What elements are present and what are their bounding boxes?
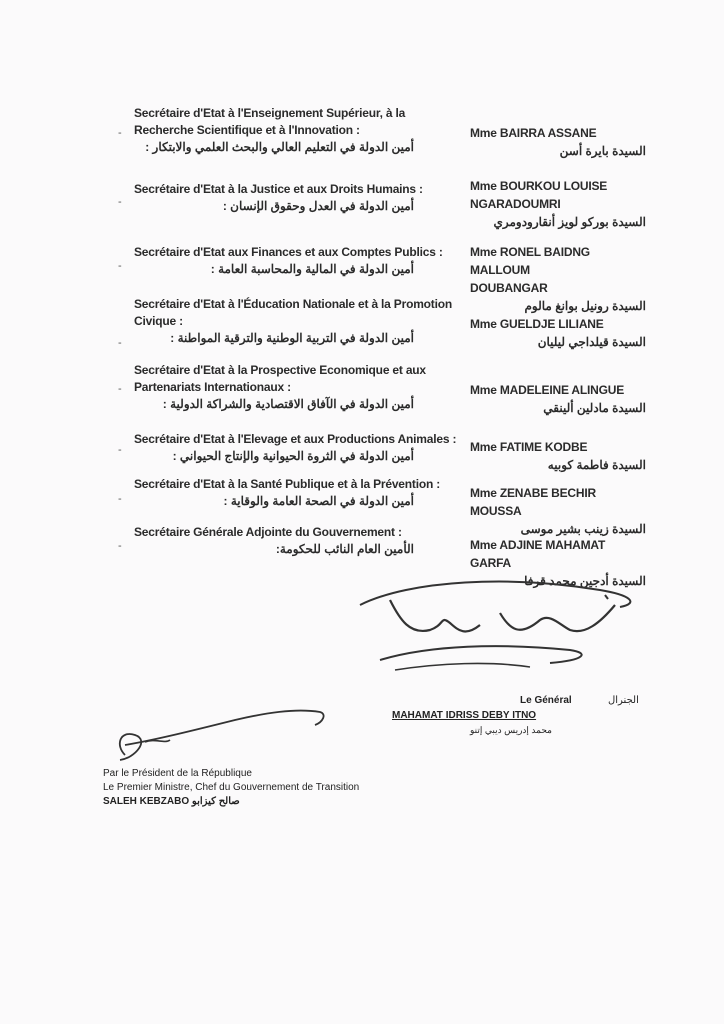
president-name: MAHAMAT IDRISS DEBY ITNO	[392, 710, 537, 721]
bullet-dash: -	[118, 196, 122, 208]
person-name: Mme GUELDJE LILIANE	[470, 317, 604, 331]
title-fr-line: Secrétaire Générale Adjointe du Gouvernement :	[134, 525, 402, 539]
title-fr-line: Secrétaire d'Etat à la Santé Publique et à la Prévention :	[134, 477, 441, 491]
title-ar-line: أمين الدولة في التعليم العالي والبحث العلمي والابتكار :	[145, 140, 414, 154]
title-fr-line: Secrétaire d'Etat à l'Éducation Nationale et à la Promotion	[134, 297, 452, 311]
bullet-dash: -	[118, 260, 122, 272]
title-fr-line: Secrétaire d'Etat à l'Elevage et aux Productions Animales :	[134, 432, 457, 446]
title-ar-line: أمين الدولة في الصحة العامة والوقاية :	[223, 494, 414, 508]
person-name-ar: السيدة أدجين محمد قرفا	[524, 574, 646, 588]
minister-name-entry	[470, 315, 646, 351]
title-fr-line: Partenariats Internationaux :	[134, 380, 291, 394]
pm-name: SALEH KEBZABO	[103, 796, 190, 807]
minister-title-entry	[134, 105, 414, 156]
title-ar-line: أمين الدولة في المالية والمحاسبة العامة :	[210, 262, 414, 276]
bullet-dash: -	[118, 493, 122, 505]
minister-title-entry	[134, 244, 443, 278]
minister-title-entry	[134, 362, 426, 413]
minister-name-entry	[470, 381, 646, 417]
pm-name-line	[103, 795, 359, 809]
pm-line-1: Par le Président de la République	[103, 768, 252, 779]
title-ar-line: أمين الدولة في الآفاق الاقتصادية والشراكة الدولية :	[162, 397, 414, 411]
person-name: DOUBANGAR	[470, 281, 548, 295]
title-fr-line: Secrétaire d'Etat à l'Enseignement Supérieur, à la	[134, 106, 406, 120]
minister-name-entry	[470, 243, 646, 315]
title-fr-line: Secrétaire d'Etat aux Finances et aux Comptes Publics :	[134, 245, 443, 259]
bullet-dash: -	[118, 540, 122, 552]
minister-title-entry	[134, 296, 452, 347]
minister-title-entry	[134, 181, 423, 215]
title-ar-line: أمين الدولة في الثروة الحيوانية والإنتاج الحيواني :	[172, 449, 414, 463]
person-name-ar: السيدة فاطمة كوبيه	[547, 458, 646, 472]
prime-minister-signature	[95, 700, 335, 770]
bullet-dash: -	[118, 444, 122, 456]
person-name-ar: السيدة زينب بشير موسى	[520, 522, 646, 536]
person-name: Mme ZENABE BECHIR MOUSSA	[470, 486, 596, 518]
person-name-ar: السيدة رونيل بوانغ مالوم	[524, 299, 646, 313]
person-name: Mme BOURKOU LOUISE	[470, 179, 608, 193]
person-name-ar: السيدة مادلين ألينقي	[543, 401, 646, 415]
bullet-dash: -	[118, 383, 122, 395]
title-fr-line: Secrétaire d'Etat à la Prospective Economique et aux	[134, 363, 426, 377]
pm-line-2: Le Premier Ministre, Chef du Gouvernement de Transition	[103, 782, 360, 793]
president-signature	[350, 575, 650, 695]
prime-minister-block	[103, 767, 359, 809]
person-name: Mme RONEL BAIDNG MALLOUM	[470, 245, 590, 277]
minister-name-entry	[470, 177, 646, 231]
bullet-dash: -	[118, 127, 122, 139]
minister-name-entry	[470, 438, 646, 474]
bullet-dash: -	[118, 337, 122, 349]
title-fr-line: Secrétaire d'Etat à la Justice et aux Droits Humains :	[134, 182, 423, 196]
person-name: Mme BAIRRA ASSANE	[470, 126, 597, 140]
person-name: Mme ADJINE MAHAMAT GARFA	[470, 538, 606, 570]
person-name-ar: السيدة قيلداجي ليليان	[537, 335, 646, 349]
title-ar-line: الأمين العام النائب للحكومة:	[275, 542, 414, 556]
minister-title-entry	[134, 524, 414, 558]
minister-title-entry	[134, 476, 440, 510]
president-name-ar: محمد إدريس ديبي إتنو	[470, 725, 552, 735]
president-title: Le Général	[520, 695, 572, 706]
title-ar-line: أمين الدولة في العدل وحقوق الإنسان :	[222, 199, 414, 213]
minister-name-entry	[470, 124, 646, 160]
person-name: NGARADOUMRI	[470, 197, 561, 211]
person-name-ar: السيدة بايرة أسن	[559, 144, 646, 158]
person-name: Mme FATIME KODBE	[470, 440, 588, 454]
minister-title-entry	[134, 431, 456, 465]
title-ar-line: أمين الدولة في التربية الوطنية والترقية المواطنة :	[170, 331, 414, 345]
president-title-ar: الجنرال	[608, 695, 639, 706]
minister-name-entry	[470, 484, 646, 538]
title-fr-line: Civique :	[134, 314, 183, 328]
person-name: Mme MADELEINE ALINGUE	[470, 383, 625, 397]
pm-name-ar: صالح كيزابو	[191, 796, 240, 807]
person-name-ar: السيدة بوركو لويز أنقارودومري	[493, 215, 646, 229]
title-fr-line: Recherche Scientifique et à l'Innovation :	[134, 123, 360, 137]
